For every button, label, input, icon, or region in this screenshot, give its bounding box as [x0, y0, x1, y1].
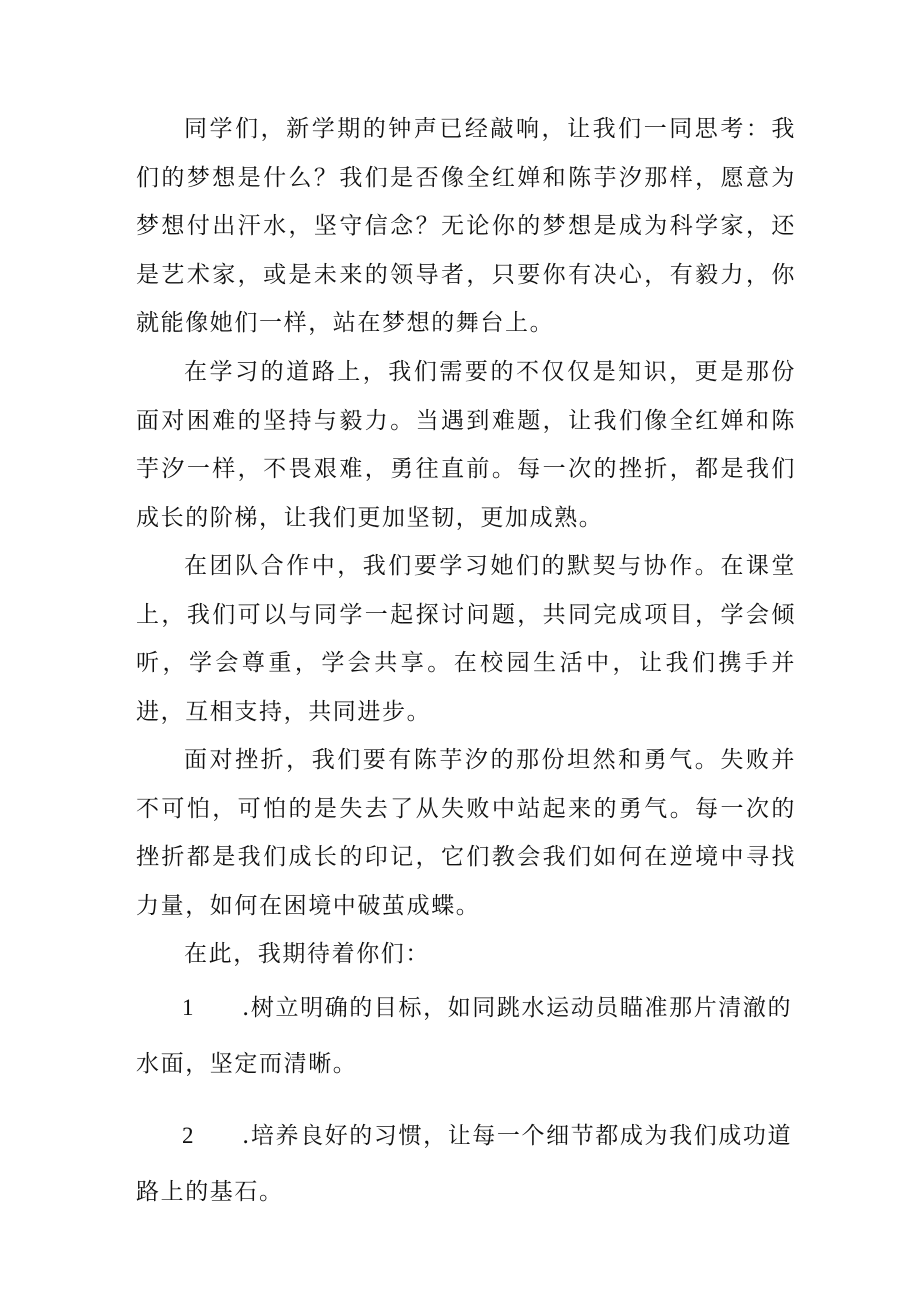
- paragraph-1: 同学们，新学期的钟声已经敲响，让我们一同思考：我们的梦想是什么？我们是否像全红婵和陈芋汐那样，愿意为梦想付出汗水，坚守信念？无论你的梦想是成为科学家，还是艺术家，或是未来的领导者，只要你有决心，有毅力，你就能像她们一样，站在梦想的舞台上。: [136, 116, 796, 336]
- paragraph-4: 面对挫折，我们要有陈芋汐的那份坦然和勇气。失败并不可怕，可怕的是失去了从失败中站起来的勇气。每一次的挫折都是我们成长的印记，它们教会我们如何在逆境中寻找力量，如何在困境中破茧成蝶。: [136, 747, 796, 919]
- list-text: .培养良好的习惯，让每一个细节都成为我们成功道路上的基石。: [136, 1123, 793, 1205]
- list-text: .树立明确的目标，如同跳水运动员瞄准那片清澈的水面，坚定而清晰。: [136, 995, 793, 1077]
- list-item-2: [136, 1108, 796, 1220]
- list-number: 2: [182, 1123, 196, 1148]
- paragraph-5: 在此，我期待着你们：: [184, 941, 430, 967]
- paragraph-2: 在学习的道路上，我们需要的不仅仅是知识，更是那份面对困难的坚持与毅力。当遇到难题，让我们像全红婵和陈芋汐一样，不畏艰难，勇往直前。每一次的挫折，都是我们成长的阶梯，让我们更加坚韧，更加成熟。: [136, 359, 796, 531]
- paragraph-3: 在团队合作中，我们要学习她们的默契与协作。在课堂上，我们可以与同学一起探讨问题，共同完成项目，学会倾听，学会尊重，学会共享。在校园生活中，让我们携手并进，互相支持，共同进步。: [136, 553, 796, 725]
- list-item-1: [136, 980, 796, 1092]
- list-number: 1: [182, 995, 196, 1020]
